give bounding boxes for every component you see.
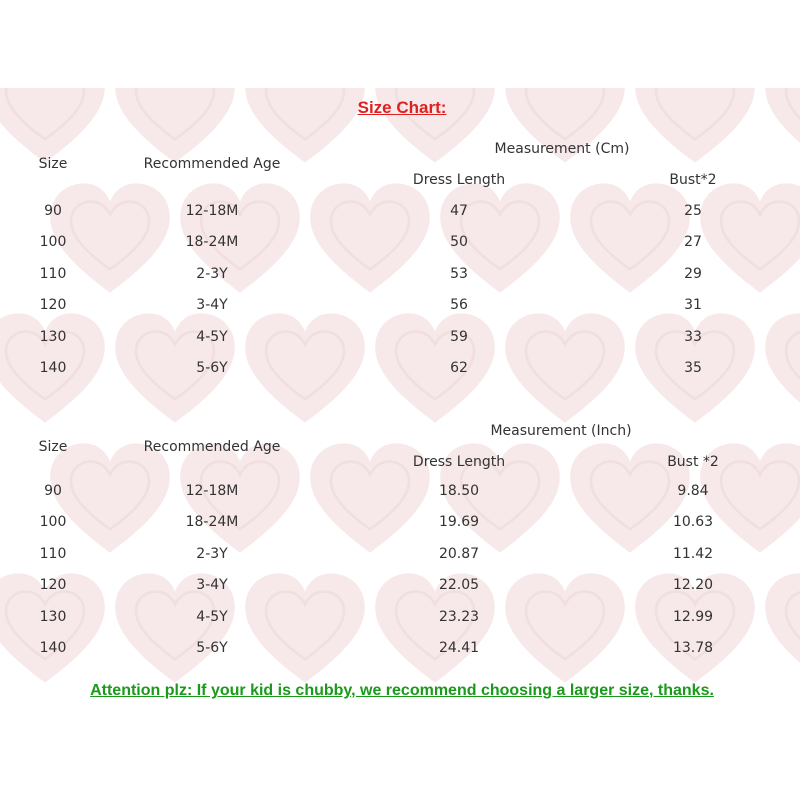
cell-length: 22.05 [438, 577, 480, 593]
cell-length: 59 [450, 329, 468, 345]
cell-length: 50 [450, 234, 468, 250]
cell-bust: 33 [684, 329, 702, 345]
cell-size: 110 [39, 266, 67, 282]
cell-length: 23.23 [438, 609, 480, 625]
cell-bust: 27 [684, 234, 702, 250]
cell-bust: 10.63 [672, 514, 714, 530]
cell-length: 62 [450, 360, 468, 376]
cell-bust: 11.42 [672, 546, 714, 562]
header-bust: Bust*2 [669, 172, 717, 188]
cell-bust: 31 [684, 297, 702, 313]
cell-size: 130 [39, 609, 67, 625]
cell-length: 56 [450, 297, 468, 313]
cell-length: 18.50 [438, 483, 480, 499]
cell-bust: 29 [684, 266, 702, 282]
cell-age: 18-24M [185, 234, 239, 250]
header-age: Recommended Age [143, 439, 281, 455]
header-age: Recommended Age [143, 156, 281, 172]
cell-size: 110 [39, 546, 67, 562]
header-length: Dress Length [412, 172, 506, 188]
cell-size: 100 [39, 234, 67, 250]
cell-size: 120 [39, 577, 67, 593]
page-title: Size Chart: [357, 98, 447, 117]
cell-age: 5-6Y [196, 360, 228, 376]
header-bust: Bust *2 [667, 454, 719, 470]
cell-age: 12-18M [185, 203, 239, 219]
cell-bust: 13.78 [672, 640, 714, 656]
cell-age: 5-6Y [196, 640, 228, 656]
cell-age: 4-5Y [196, 329, 228, 345]
cell-age: 18-24M [185, 514, 239, 530]
cell-size: 140 [39, 640, 67, 656]
attention-note: Attention plz: If your kid is chubby, we recommend choosing a larger size, thanks. [90, 682, 714, 699]
cell-size: 100 [39, 514, 67, 530]
header-length: Dress Length [412, 454, 506, 470]
header-measurement: Measurement (Inch) [490, 423, 632, 439]
cell-age: 2-3Y [196, 266, 228, 282]
cell-bust: 25 [684, 203, 702, 219]
header-measurement: Measurement (Cm) [494, 141, 630, 157]
cell-age: 4-5Y [196, 609, 228, 625]
header-size: Size [38, 439, 68, 455]
cell-age: 3-4Y [196, 297, 228, 313]
cell-bust: 35 [684, 360, 702, 376]
cell-bust: 12.99 [672, 609, 714, 625]
cell-bust: 12.20 [672, 577, 714, 593]
cell-length: 47 [450, 203, 468, 219]
cell-size: 140 [39, 360, 67, 376]
cell-age: 12-18M [185, 483, 239, 499]
header-size: Size [38, 156, 68, 172]
cell-bust: 9.84 [677, 483, 709, 499]
cell-size: 90 [44, 483, 62, 499]
cell-length: 19.69 [438, 514, 480, 530]
cell-length: 20.87 [438, 546, 480, 562]
cell-age: 2-3Y [196, 546, 228, 562]
cell-length: 53 [450, 266, 468, 282]
cell-size: 130 [39, 329, 67, 345]
cell-size: 120 [39, 297, 67, 313]
cell-size: 90 [44, 203, 62, 219]
cell-length: 24.41 [438, 640, 480, 656]
cell-age: 3-4Y [196, 577, 228, 593]
